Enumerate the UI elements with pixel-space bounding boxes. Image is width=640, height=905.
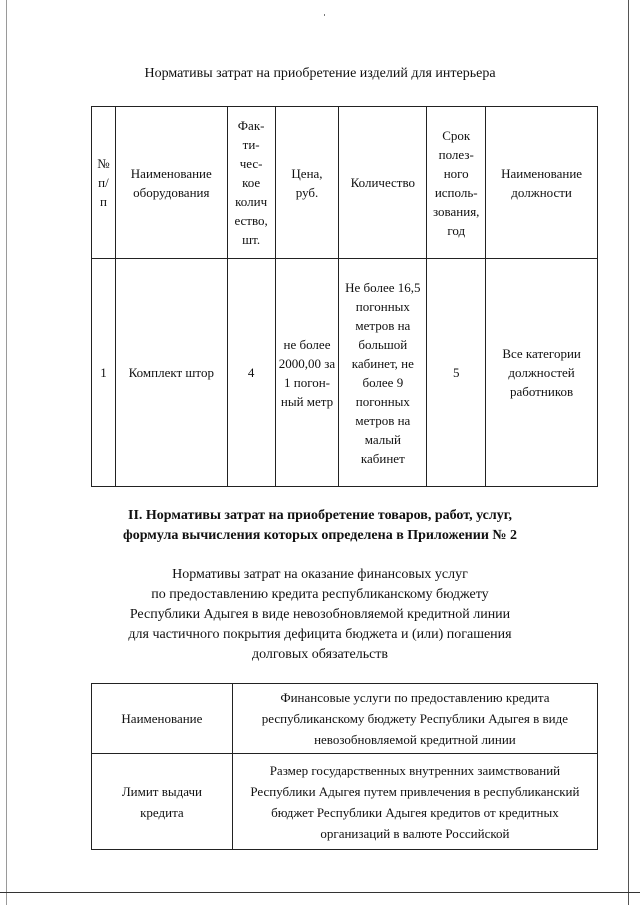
header-equipment: Наименование оборудования <box>115 107 227 259</box>
row-value: Размер государственных внутренних заимствований Республики Адыгея путем привлечения в республиканский бюджет Республики Адыгея кредитов от кредитных организаций в валюте Российской <box>232 754 597 850</box>
cell-num: 1 <box>92 259 116 487</box>
header-useful-life: Срок полез- ного исполь- зования, год <box>427 107 486 259</box>
table-row <box>92 754 598 850</box>
cell-position: Все категории должностей работников <box>486 259 598 487</box>
row-label: Наименование <box>92 684 233 754</box>
subtitle-line: для частичного покрытия дефицита бюджета и (или) погашения <box>128 627 512 642</box>
subtitle-line: Нормативы затрат на оказание финансовых услуг <box>172 567 468 582</box>
header-position: Наименование должности <box>486 107 598 259</box>
cell-price: не более 2000,00 за 1 погон-ный метр <box>275 259 339 487</box>
scan-right-edge <box>628 0 629 905</box>
section-heading-line2: формула вычисления которых определена в Приложении № 2 <box>123 528 517 543</box>
subtitle-line: долговых обязательств <box>251 647 389 662</box>
table-header-row <box>92 107 598 259</box>
scan-speck <box>324 14 325 16</box>
subtitle-line: Республики Адыгея в виде невозобновляемой кредитной линии <box>129 607 511 622</box>
subtitle-line: по предоставлению кредита республиканскому бюджету <box>151 587 489 602</box>
header-num: № п/ п <box>92 107 116 259</box>
section-heading-line1: II. Нормативы затрат на приобретение товаров, работ, услуг, <box>128 508 512 523</box>
scan-bottom-edge <box>0 892 640 893</box>
table1-title: Нормативы затрат на приобретение изделий для интерьера <box>144 66 496 81</box>
cell-term: 5 <box>427 259 486 487</box>
cell-actual: 4 <box>227 259 275 487</box>
cell-qty: Не более 16,5 погонных метров на большой кабинет, не более 9 погонных метров на малый кабинет <box>339 259 427 487</box>
row-value: Финансовые услуги по предоставлению кредита республиканскому бюджету Республики Адыгея в виде невозобновляемой кредитной линии <box>232 684 597 754</box>
interior-items-table <box>91 106 598 487</box>
header-quantity: Количество <box>339 107 427 259</box>
row-label: Лимит выдачи кредита <box>92 754 233 850</box>
scan-left-edge <box>6 0 7 905</box>
header-price: Цена, руб. <box>275 107 339 259</box>
financial-services-table <box>91 683 598 850</box>
table-row <box>92 684 598 754</box>
cell-name: Комплект штор <box>115 259 227 487</box>
header-actual-qty: Фак- ти- чес- кое колич ество, шт. <box>227 107 275 259</box>
table-row <box>92 259 598 487</box>
